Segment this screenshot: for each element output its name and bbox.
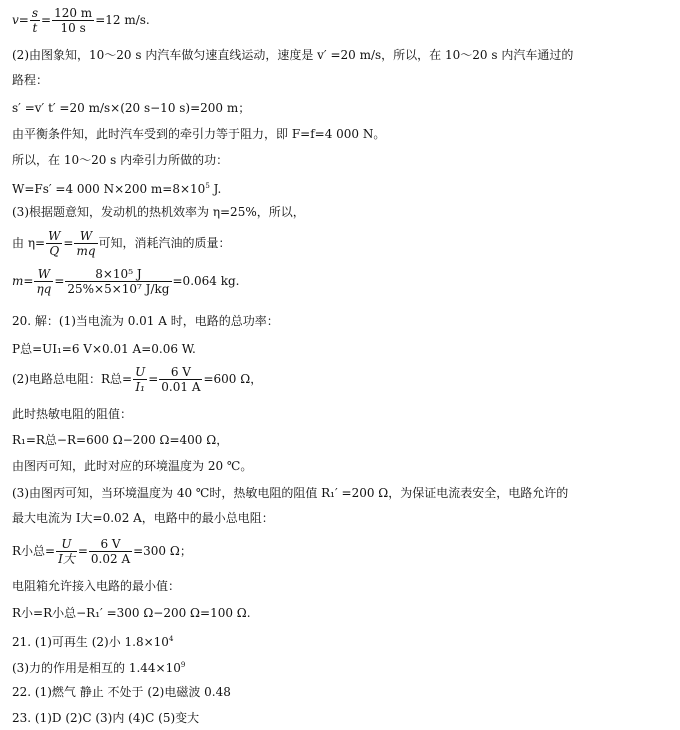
line-9: [12, 229, 231, 258]
line-13: [12, 365, 262, 394]
fraction-denominator: 25%×5×10⁷ J/kg: [67, 282, 170, 296]
fraction: [65, 267, 171, 296]
fraction: [89, 537, 132, 566]
formula-text: =300 Ω；: [133, 544, 192, 558]
line-22: [12, 631, 173, 650]
formula-text: 由 η=: [12, 236, 46, 250]
formula-text: J.: [209, 182, 222, 196]
fraction-denominator: ηq: [36, 282, 52, 296]
formula-text: (2)电路总电阻：R总=: [12, 372, 133, 386]
fraction-denominator: 0.02 A: [90, 552, 131, 566]
line-18: 最大电流为 I大=0.02 A，电路中的最小总电阻：: [12, 511, 274, 525]
formula-text: R小总=: [12, 544, 56, 558]
fraction-denominator: t: [32, 21, 38, 35]
line-12: P总=UI₁=6 V×0.01 A=0.06 W.: [12, 342, 196, 356]
line-1: [12, 6, 150, 35]
fraction: [56, 537, 77, 566]
fraction-denominator: mq: [76, 244, 96, 258]
fraction-numerator: s: [31, 6, 39, 20]
line-16: 由图丙可知，此时对应的环境温度为 20 ℃。: [12, 459, 253, 473]
formula-text: =0.064 kg.: [172, 274, 240, 288]
line-23: [12, 657, 185, 676]
formula-text: 可知，消耗汽油的质量：: [98, 236, 231, 250]
fraction-numerator: W: [74, 229, 97, 244]
line-19: [12, 537, 192, 566]
fraction: [30, 6, 40, 35]
exponent: 4: [168, 635, 174, 643]
exponent: 5: [205, 182, 210, 190]
fraction: [133, 365, 147, 394]
line-8: (3)根据题意知，发动机的热机效率为 η=25%，所以，: [12, 205, 305, 219]
fraction-denominator: Q: [49, 244, 60, 258]
exponent: 9: [180, 661, 186, 669]
line-25: 23. (1)D (2)C (3)内 (4)C (5)变大: [12, 711, 200, 725]
fraction-denominator: I₁: [135, 380, 145, 394]
fraction-denominator: 10 s: [60, 21, 86, 35]
fraction: [34, 267, 53, 296]
formula-text: =12 m/s.: [95, 13, 150, 27]
line-6: 所以，在 10～20 s 内牵引力所做的功：: [12, 153, 229, 167]
line-11: 20. 解：(1)当电流为 0.01 A 时，电路的总功率：: [12, 314, 279, 328]
fraction-numerator: 120 m: [54, 6, 93, 20]
line-10: [12, 267, 240, 296]
fraction: [52, 6, 94, 35]
line-17: (3)由图丙可知，当环境温度为 40 ℃时，热敏电阻的阻值 R₁′ =200 Ω，为保证电流表安全，电路允许的: [12, 486, 569, 500]
line-24: 22. (1)燃气 静止 不处于 (2)电磁波 0.48: [12, 685, 231, 699]
fraction-denominator: 0.01 A: [161, 380, 201, 394]
answer-text: (3)力的作用是相互的 1.44×10: [12, 661, 181, 675]
equals-sign: =: [41, 13, 52, 27]
fraction-numerator: 8×10⁵ J: [65, 267, 171, 282]
line-21: R小=R小总−R₁′ =300 Ω−200 Ω=100 Ω.: [12, 606, 251, 620]
fraction: [46, 229, 62, 258]
formula-text: v=: [12, 13, 29, 27]
formula-text: =600 Ω，: [203, 372, 263, 386]
fraction-numerator: 6 V: [89, 537, 132, 552]
formula-text: W=Fs′ =4 000 N×200 m=8×10: [12, 182, 206, 196]
equals-sign: =: [77, 544, 88, 558]
equals-sign: =: [54, 274, 65, 288]
fraction-numerator: U: [56, 537, 77, 552]
line-5: 由平衡条件知，此时汽车受到的牵引力等于阻力，即 F=f=4 000 N。: [12, 127, 386, 141]
equals-sign: =: [148, 372, 159, 386]
fraction: [74, 229, 97, 258]
line-14: 此时热敏电阻的阻值：: [12, 407, 133, 421]
fraction-numerator: W: [34, 267, 53, 282]
answer-text: 21. (1)可再生 (2)小 1.8×10: [12, 635, 169, 649]
line-3: 路程：: [12, 73, 49, 87]
fraction-numerator: W: [48, 229, 61, 243]
formula-text: m=: [12, 274, 34, 288]
line-20: 电阻箱允许接入电路的最小值：: [12, 579, 181, 593]
line-4: s′ =v′ t′ =20 m/s×(20 s−10 s)=200 m；: [12, 101, 251, 115]
line-7: [12, 178, 221, 197]
line-2: (2)由图象知，10～20 s 内汽车做匀速直线运动，速度是 v′ =20 m/s，所以，在 10～20 s 内汽车通过的: [12, 48, 574, 62]
line-15: R₁=R总−R=600 Ω−200 Ω=400 Ω，: [12, 433, 229, 447]
fraction-denominator: I大: [58, 552, 75, 566]
equals-sign: =: [63, 236, 74, 250]
fraction-numerator: 6 V: [159, 365, 202, 380]
fraction: [159, 365, 202, 394]
fraction-numerator: U: [135, 365, 146, 379]
